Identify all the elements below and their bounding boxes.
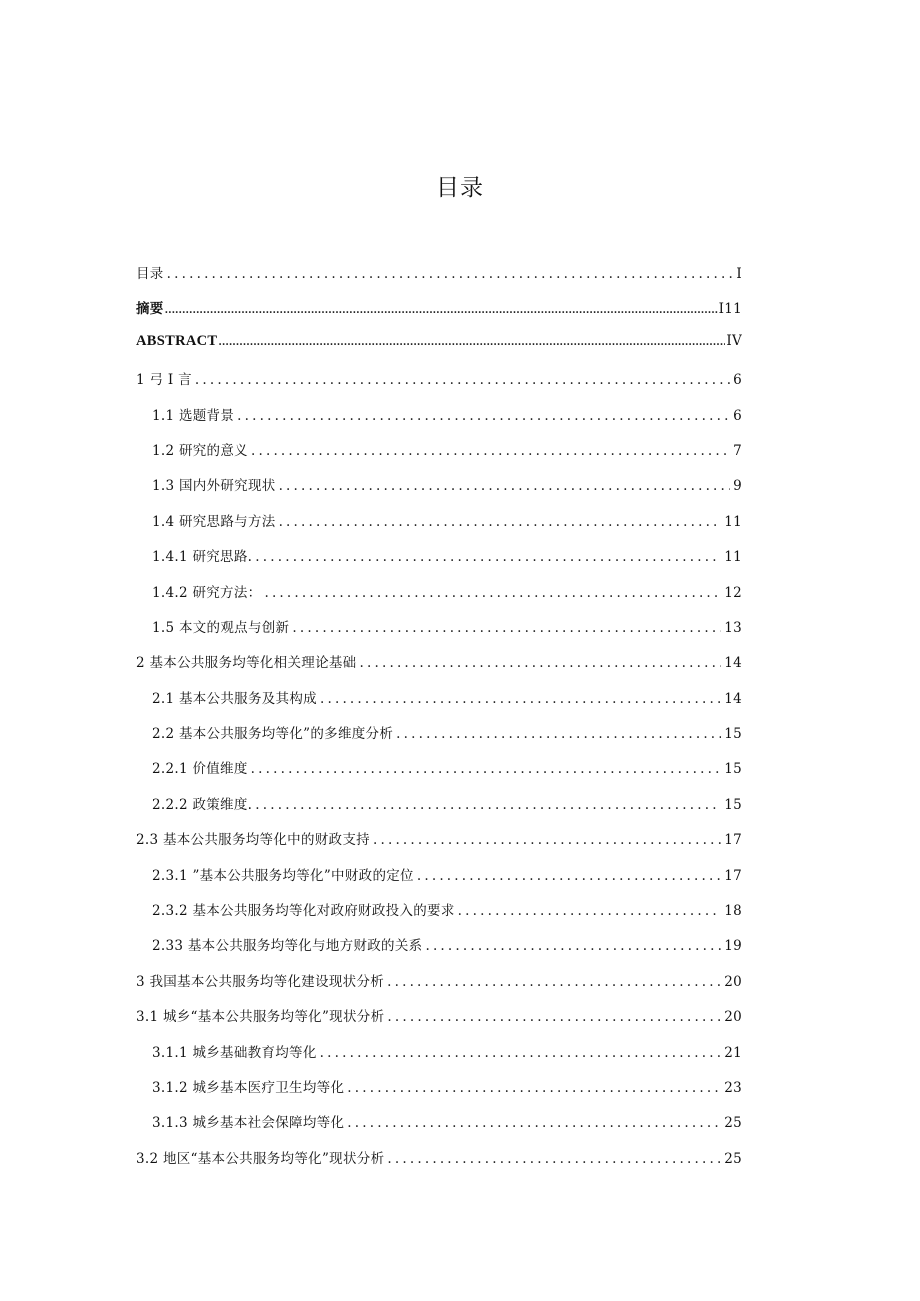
toc-entry[interactable]: [136, 722, 742, 757]
toc-dot-leader: [373, 832, 721, 848]
toc-entry[interactable]: [136, 439, 742, 474]
toc-dot-leader: [218, 337, 725, 348]
toc-entry[interactable]: [136, 297, 742, 332]
toc-entry-page-number: 15: [724, 726, 742, 743]
toc-entry[interactable]: [136, 970, 742, 1005]
toc-entry[interactable]: [136, 1111, 742, 1146]
toc-dot-leader: [320, 691, 721, 707]
toc-dot-leader: [279, 514, 722, 530]
toc-entry[interactable]: [136, 368, 742, 403]
toc-entry-label: 1 弓 I 言: [136, 372, 192, 389]
toc-entry-label: 3.1.2 城乡基本医疗卫生均等化: [152, 1079, 345, 1096]
toc-dot-leader: [347, 1080, 721, 1096]
toc-dot-leader: [320, 1045, 722, 1061]
toc-entry[interactable]: [136, 864, 742, 899]
toc-entry-page-number: IV: [726, 332, 742, 349]
toc-entry-page-number: 6: [733, 407, 742, 424]
toc-entry-label: 2.3 基本公共服务均等化中的财政支持: [136, 832, 370, 849]
toc-entry-label: 1.5 本文的观点与创新: [152, 619, 290, 636]
toc-entry-label: 2.3.2 基本公共服务均等化对政府财政投入的要求: [152, 903, 455, 920]
toc-entry-label: 2 基本公共服务均等化相关理论基础: [136, 655, 357, 672]
toc-entry-page-number: 9: [733, 478, 742, 495]
toc-entry[interactable]: [136, 934, 742, 969]
toc-entry-label: 1.3 国内外研究现状: [152, 478, 276, 495]
toc-dot-leader: [347, 1115, 721, 1131]
toc-entry-label: 3 我国基本公共服务均等化建设现状分析: [136, 973, 385, 990]
toc-entry-label: 3.2 地区“基本公共服务均等化”现状分析: [136, 1150, 385, 1167]
toc-entry[interactable]: [136, 474, 742, 509]
toc-entry-label: 3.1 城乡“基本公共服务均等化”现状分析: [136, 1009, 385, 1026]
toc-entry[interactable]: [136, 581, 742, 616]
toc-entry[interactable]: [136, 687, 742, 722]
toc-entry-page-number: I: [736, 266, 742, 282]
toc-entry-page-number: 11: [724, 549, 742, 566]
toc-dot-leader: [255, 797, 721, 813]
toc-entry-page-number: 6: [733, 372, 742, 389]
toc-entry[interactable]: [136, 828, 742, 863]
toc-entry[interactable]: [136, 899, 742, 934]
toc-entry-page-number: 25: [724, 1115, 742, 1132]
toc-entry-label: 3.1.1 城乡基础教育均等化: [152, 1044, 317, 1061]
toc-dot-leader: [417, 868, 721, 884]
toc-dot-leader: [251, 443, 730, 459]
toc-entry-page-number: 18: [724, 903, 742, 920]
toc-entry-page-number: 20: [724, 973, 742, 990]
toc-entry-page-number: 14: [724, 690, 742, 707]
toc-dot-leader: [387, 974, 721, 990]
toc-dot-leader: [279, 478, 731, 494]
toc-entry-page-number: 21: [724, 1044, 742, 1061]
toc-entry-label: 1.1 选题背景: [152, 407, 235, 424]
toc-dot-leader: [458, 903, 722, 919]
toc-entry-label: 1.4.2 研究方法：: [152, 584, 262, 601]
toc-entry-label: 3.1.3 城乡基本社会保障均等化: [152, 1115, 345, 1132]
toc-dot-leader: [425, 938, 721, 954]
toc-entry-label: 2.3.1 ”基本公共服务均等化”中财政的定位: [152, 867, 414, 884]
toc-entry[interactable]: [136, 1147, 742, 1182]
toc-entry[interactable]: [136, 757, 742, 792]
toc-dot-leader: [237, 408, 730, 424]
toc-entry-label: 2.33 基本公共服务均等化与地方财政的关系: [152, 938, 423, 955]
toc-dot-leader: [387, 1151, 721, 1167]
toc-entry-label: 1.4 研究思路与方法: [152, 513, 276, 530]
toc-entry[interactable]: [136, 545, 742, 580]
toc-entry-page-number: 17: [724, 832, 742, 849]
toc-entry-label: 1.4.1 研究思路.: [152, 549, 253, 566]
toc-entry[interactable]: [136, 404, 742, 439]
toc-entry-label: ABSTRACT: [136, 332, 218, 349]
toc-entry[interactable]: [136, 793, 742, 828]
toc-dot-leader: [195, 372, 730, 388]
toc-dot-leader: [264, 585, 721, 601]
toc-entry[interactable]: [136, 510, 742, 545]
toc-entry[interactable]: [136, 1041, 742, 1076]
toc-entry-page-number: 17: [724, 867, 742, 884]
toc-dot-leader: [359, 655, 721, 671]
toc-entry-page-number: 13: [724, 619, 742, 636]
toc-entry-page-number: 7: [733, 442, 742, 459]
table-of-contents: [136, 262, 742, 1182]
toc-entry-page-number: 19: [724, 938, 742, 955]
toc-entry-page-number: 15: [724, 761, 742, 778]
toc-entry-label: 2.1 基本公共服务及其构成: [152, 690, 317, 707]
toc-entry-label: 1.2 研究的意义: [152, 442, 248, 459]
toc-entry-label: 2.2.2 政策维度.: [152, 796, 253, 813]
toc-entry-page-number: 20: [724, 1009, 742, 1026]
toc-entry[interactable]: [136, 651, 742, 686]
toc-dot-leader: [251, 761, 722, 777]
toc-entry-page-number: 11: [724, 513, 742, 530]
toc-entry[interactable]: [136, 616, 742, 651]
toc-entry-label: 摘要: [136, 301, 164, 318]
toc-entry-page-number: 12: [724, 584, 742, 601]
toc-entry[interactable]: [136, 333, 742, 368]
toc-dot-leader: [396, 726, 721, 742]
toc-dot-leader: [292, 620, 721, 636]
toc-entry-page-number: 23: [724, 1079, 742, 1096]
toc-entry-label: 目录: [136, 266, 164, 282]
toc-entry[interactable]: [136, 262, 742, 297]
toc-entry[interactable]: [136, 1005, 742, 1040]
toc-entry-page-number: 15: [724, 796, 742, 813]
toc-dot-leader: [167, 266, 734, 282]
toc-dot-leader: [165, 305, 718, 316]
toc-entry-page-number: 14: [724, 655, 742, 672]
toc-entry-page-number: 25: [724, 1150, 742, 1167]
toc-entry[interactable]: [136, 1076, 742, 1111]
toc-entry-page-number: I11: [718, 301, 742, 318]
toc-entry-label: 2.2.1 价值维度: [152, 761, 248, 778]
toc-entry-label: 2.2 基本公共服务均等化”的多维度分析: [152, 726, 394, 743]
toc-dot-leader: [387, 1009, 721, 1025]
page-title: 目录: [436, 175, 484, 202]
toc-dot-leader: [255, 549, 721, 565]
